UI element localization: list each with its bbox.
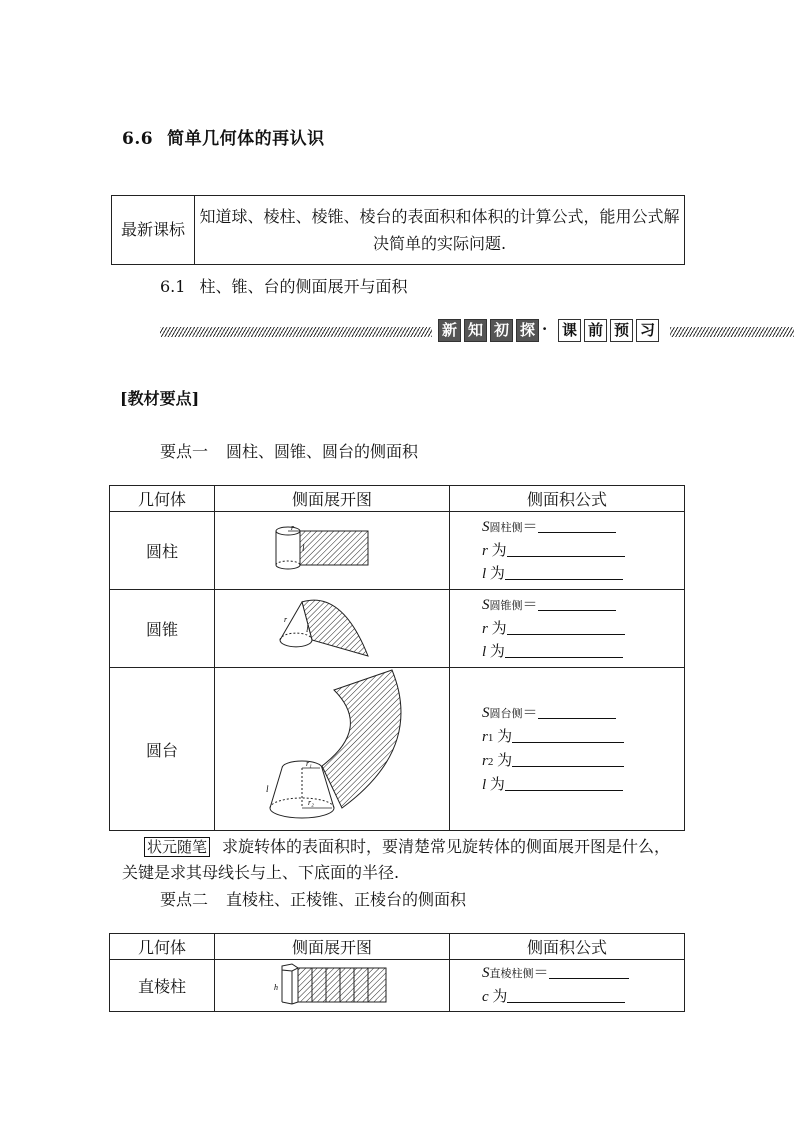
formula-rest: 为 [488,989,508,1005]
formula-line [450,594,684,618]
formula-var: l [482,776,487,793]
formula-var: l [482,643,487,660]
point1-head: 要点一 [160,442,209,461]
cylinder-formula [450,512,685,590]
point1-title-text: 圆柱、圆锥、圆台的侧面积 [226,442,419,461]
banner-char: 预 [610,319,633,342]
cone-formula [450,590,685,668]
formula-rest: 为 [486,565,505,582]
formula-rest: 为 [493,728,513,745]
solid-name: 圆柱 [110,512,215,590]
formula-line [450,774,684,797]
answer-blank[interactable] [505,643,623,658]
cone-net-diagram [272,592,392,662]
formula-var: S [482,965,490,981]
prism-net-diagram [272,962,392,1006]
formula-var: S [482,596,490,613]
formula-rest: 为 [487,542,507,559]
side-note [122,834,682,886]
table-row [110,512,685,590]
cylinder-net-diagram [272,519,392,579]
section-title-text: 柱、锥、台的侧面展开与面积 [199,277,408,296]
point1-title [160,439,418,462]
point2-title [160,887,466,910]
banner-char: 探 [516,319,539,342]
cylinder-net-figure [215,512,450,590]
chapter-title-text: 简单几何体的再认识 [167,129,325,149]
formula-line [450,702,684,726]
formula-var: r [482,542,488,559]
point2-head: 要点二 [160,890,209,909]
table-row [110,960,685,1012]
solid-name: 直棱柱 [110,960,215,1012]
formula-rest: 为 [493,752,513,769]
prism-net-figure [215,960,450,1012]
formula-rest: 为 [486,776,505,793]
formula-var: S [482,518,490,535]
formula-var: r [482,752,488,769]
frustum-r1-label: r₁ [306,759,312,768]
answer-blank[interactable] [549,964,629,979]
formula-var: l [482,565,487,582]
formula-line [450,618,684,641]
formula-sub: 圆锥侧 [489,599,523,612]
formula-var: r [482,620,488,637]
table-row [110,668,685,831]
frustum-r2-label: r₂ [308,798,314,807]
formula-sub: 1 [487,731,494,744]
prism-h-label: h [274,982,278,992]
standard-text: 知道球、棱柱、棱锥、棱台的表面积和体积的计算公式，能用公式解决简单的实际问题. [195,196,685,265]
banner-char: 新 [438,319,461,342]
point2-table [109,933,685,1012]
frustum-formula [450,668,685,831]
section-number: 6.1 [160,277,186,296]
formula-rest: ＝ [522,704,538,721]
point1-table [109,485,685,831]
column-header: 侧面展开图 [215,934,450,960]
banner-char: 知 [464,319,487,342]
answer-blank[interactable] [538,704,616,719]
answer-blank[interactable] [512,752,624,767]
formula-line [450,516,684,540]
formula-var: r [482,728,488,745]
standard-label: 最新课标 [112,196,195,265]
formula-var: S [482,704,490,721]
formula-sub: 圆台侧 [489,707,523,720]
column-header: 几何体 [110,486,215,512]
table-row [110,590,685,668]
cone-net-figure [215,590,450,668]
formula-sub: 圆柱侧 [489,521,523,534]
answer-blank[interactable] [505,776,623,791]
answer-blank[interactable] [512,728,624,743]
note-text: 求旋转体的表面积时，要清楚常见旋转体的侧面展开图是什么，关键是求其母线长与上、下底面的半径. [122,837,671,882]
formula-line [450,726,684,750]
formula-line [450,750,684,774]
prism-formula [450,960,685,1012]
column-header: 侧面积公式 [450,934,685,960]
banner-char: 习 [636,319,659,342]
standard-table [111,195,685,265]
column-header: 侧面积公式 [450,486,685,512]
point2-title-text: 直棱柱、正棱锥、正棱台的侧面积 [226,890,467,909]
formula-line [450,986,684,1009]
answer-blank[interactable] [538,596,616,611]
section-banner [160,318,794,344]
answer-blank[interactable] [505,565,623,580]
banner-char: 初 [490,319,513,342]
cylinder-r-label: r [291,522,295,532]
solid-name: 圆锥 [110,590,215,668]
banner-dot: · [542,320,548,338]
note-tag: 状元随笔 [144,837,210,857]
formula-sub: 直棱柱侧 [489,968,534,980]
section-title [160,274,407,297]
formula-rest: 为 [486,643,505,660]
formula-line [450,563,684,586]
formula-sub: 2 [487,755,494,768]
formula-rest: ＝ [533,965,549,981]
formula-line [450,962,684,986]
formula-rest: ＝ [522,518,538,535]
cone-l-label: l [306,623,309,634]
answer-blank[interactable] [507,988,625,1003]
formula-rest: 为 [487,620,507,637]
formula-rest: ＝ [522,596,538,613]
frustum-net-diagram [242,668,422,826]
chapter-number: 6.6 [122,129,154,149]
banner-char: 前 [584,319,607,342]
chapter-title [122,124,325,149]
cone-r-label: r [284,614,288,624]
banner-hatch-left [160,327,432,337]
column-header: 侧面展开图 [215,486,450,512]
answer-blank[interactable] [538,518,616,533]
formula-line [450,540,684,563]
frustum-net-figure [215,668,450,831]
formula-line [450,641,684,664]
formula-var: c [482,989,489,1005]
banner-char: 课 [558,319,581,342]
answer-blank[interactable] [507,542,625,557]
solid-name: 圆台 [110,668,215,831]
key-points-heading: [教材要点] [120,389,200,408]
answer-blank[interactable] [507,620,625,635]
column-header: 几何体 [110,934,215,960]
banner-hatch-right [670,327,794,337]
frustum-l-label: l [266,784,269,794]
cylinder-l-label: l [302,542,305,553]
